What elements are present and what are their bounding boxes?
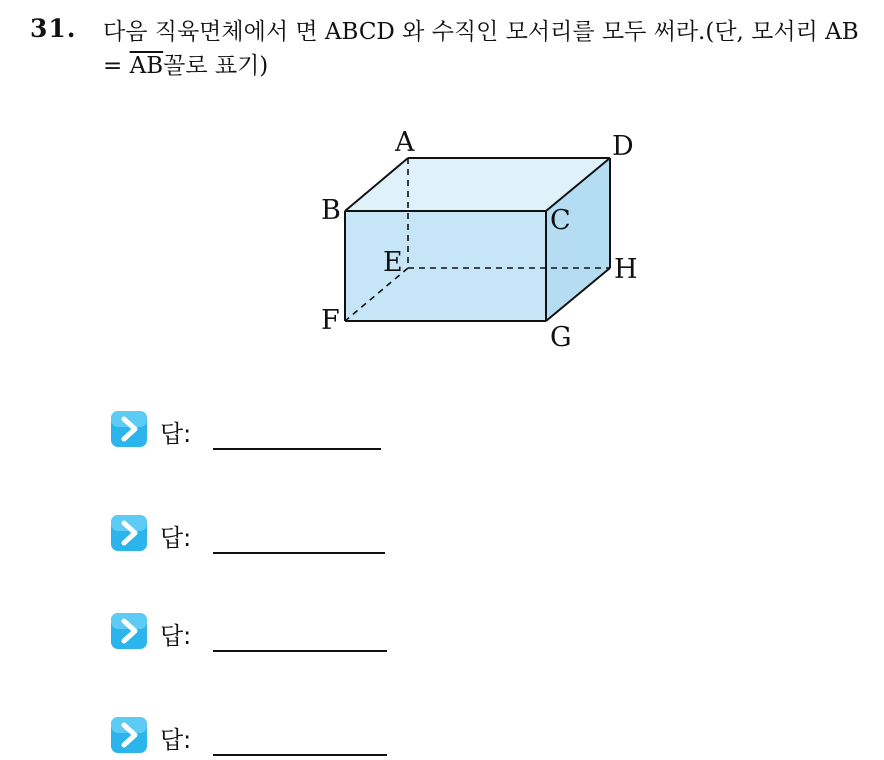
chevron-right-icon [110,410,148,448]
front-face [345,211,546,321]
vertex-label-G: G [550,322,572,353]
chevron-right-icon [110,716,148,754]
question-number: 31. [30,14,77,43]
answer-label: 답: [160,524,192,552]
answer-row-1 [110,410,510,454]
answer-blank[interactable] [213,754,387,756]
vertex-label-H: H [614,254,638,285]
chevron-right-icon [110,514,148,552]
vertex-label-D: D [612,131,634,162]
answer-label: 답: [160,622,192,650]
vertex-label-C: C [550,205,571,236]
answer-row-3 [110,612,510,656]
cuboid-figure [300,118,660,363]
answer-blank[interactable] [213,650,387,652]
chevron-right-icon [110,612,148,650]
answer-blank[interactable] [213,448,381,450]
vertex-label-B: B [321,195,341,226]
question-text-main: 다음 직육면체에서 면 ABCD 와 수직인 모서리를 모두 써라.(단, 모서리 AB = [103,19,859,79]
answer-row-4 [110,716,510,760]
answer-label: 답: [160,420,192,448]
cuboid-diagram [300,118,660,363]
question-text [103,15,873,83]
answer-blank[interactable] [213,552,385,554]
question-text-tail: 꼴로 표기) [163,53,269,79]
vertex-label-E: E [383,247,403,278]
vertex-label-A: A [395,127,415,158]
edge-notation: $\overline{AB}$ [129,53,164,79]
vertex-label-F: F [321,305,340,336]
answer-label: 답: [160,726,192,754]
answer-row-2 [110,514,510,558]
